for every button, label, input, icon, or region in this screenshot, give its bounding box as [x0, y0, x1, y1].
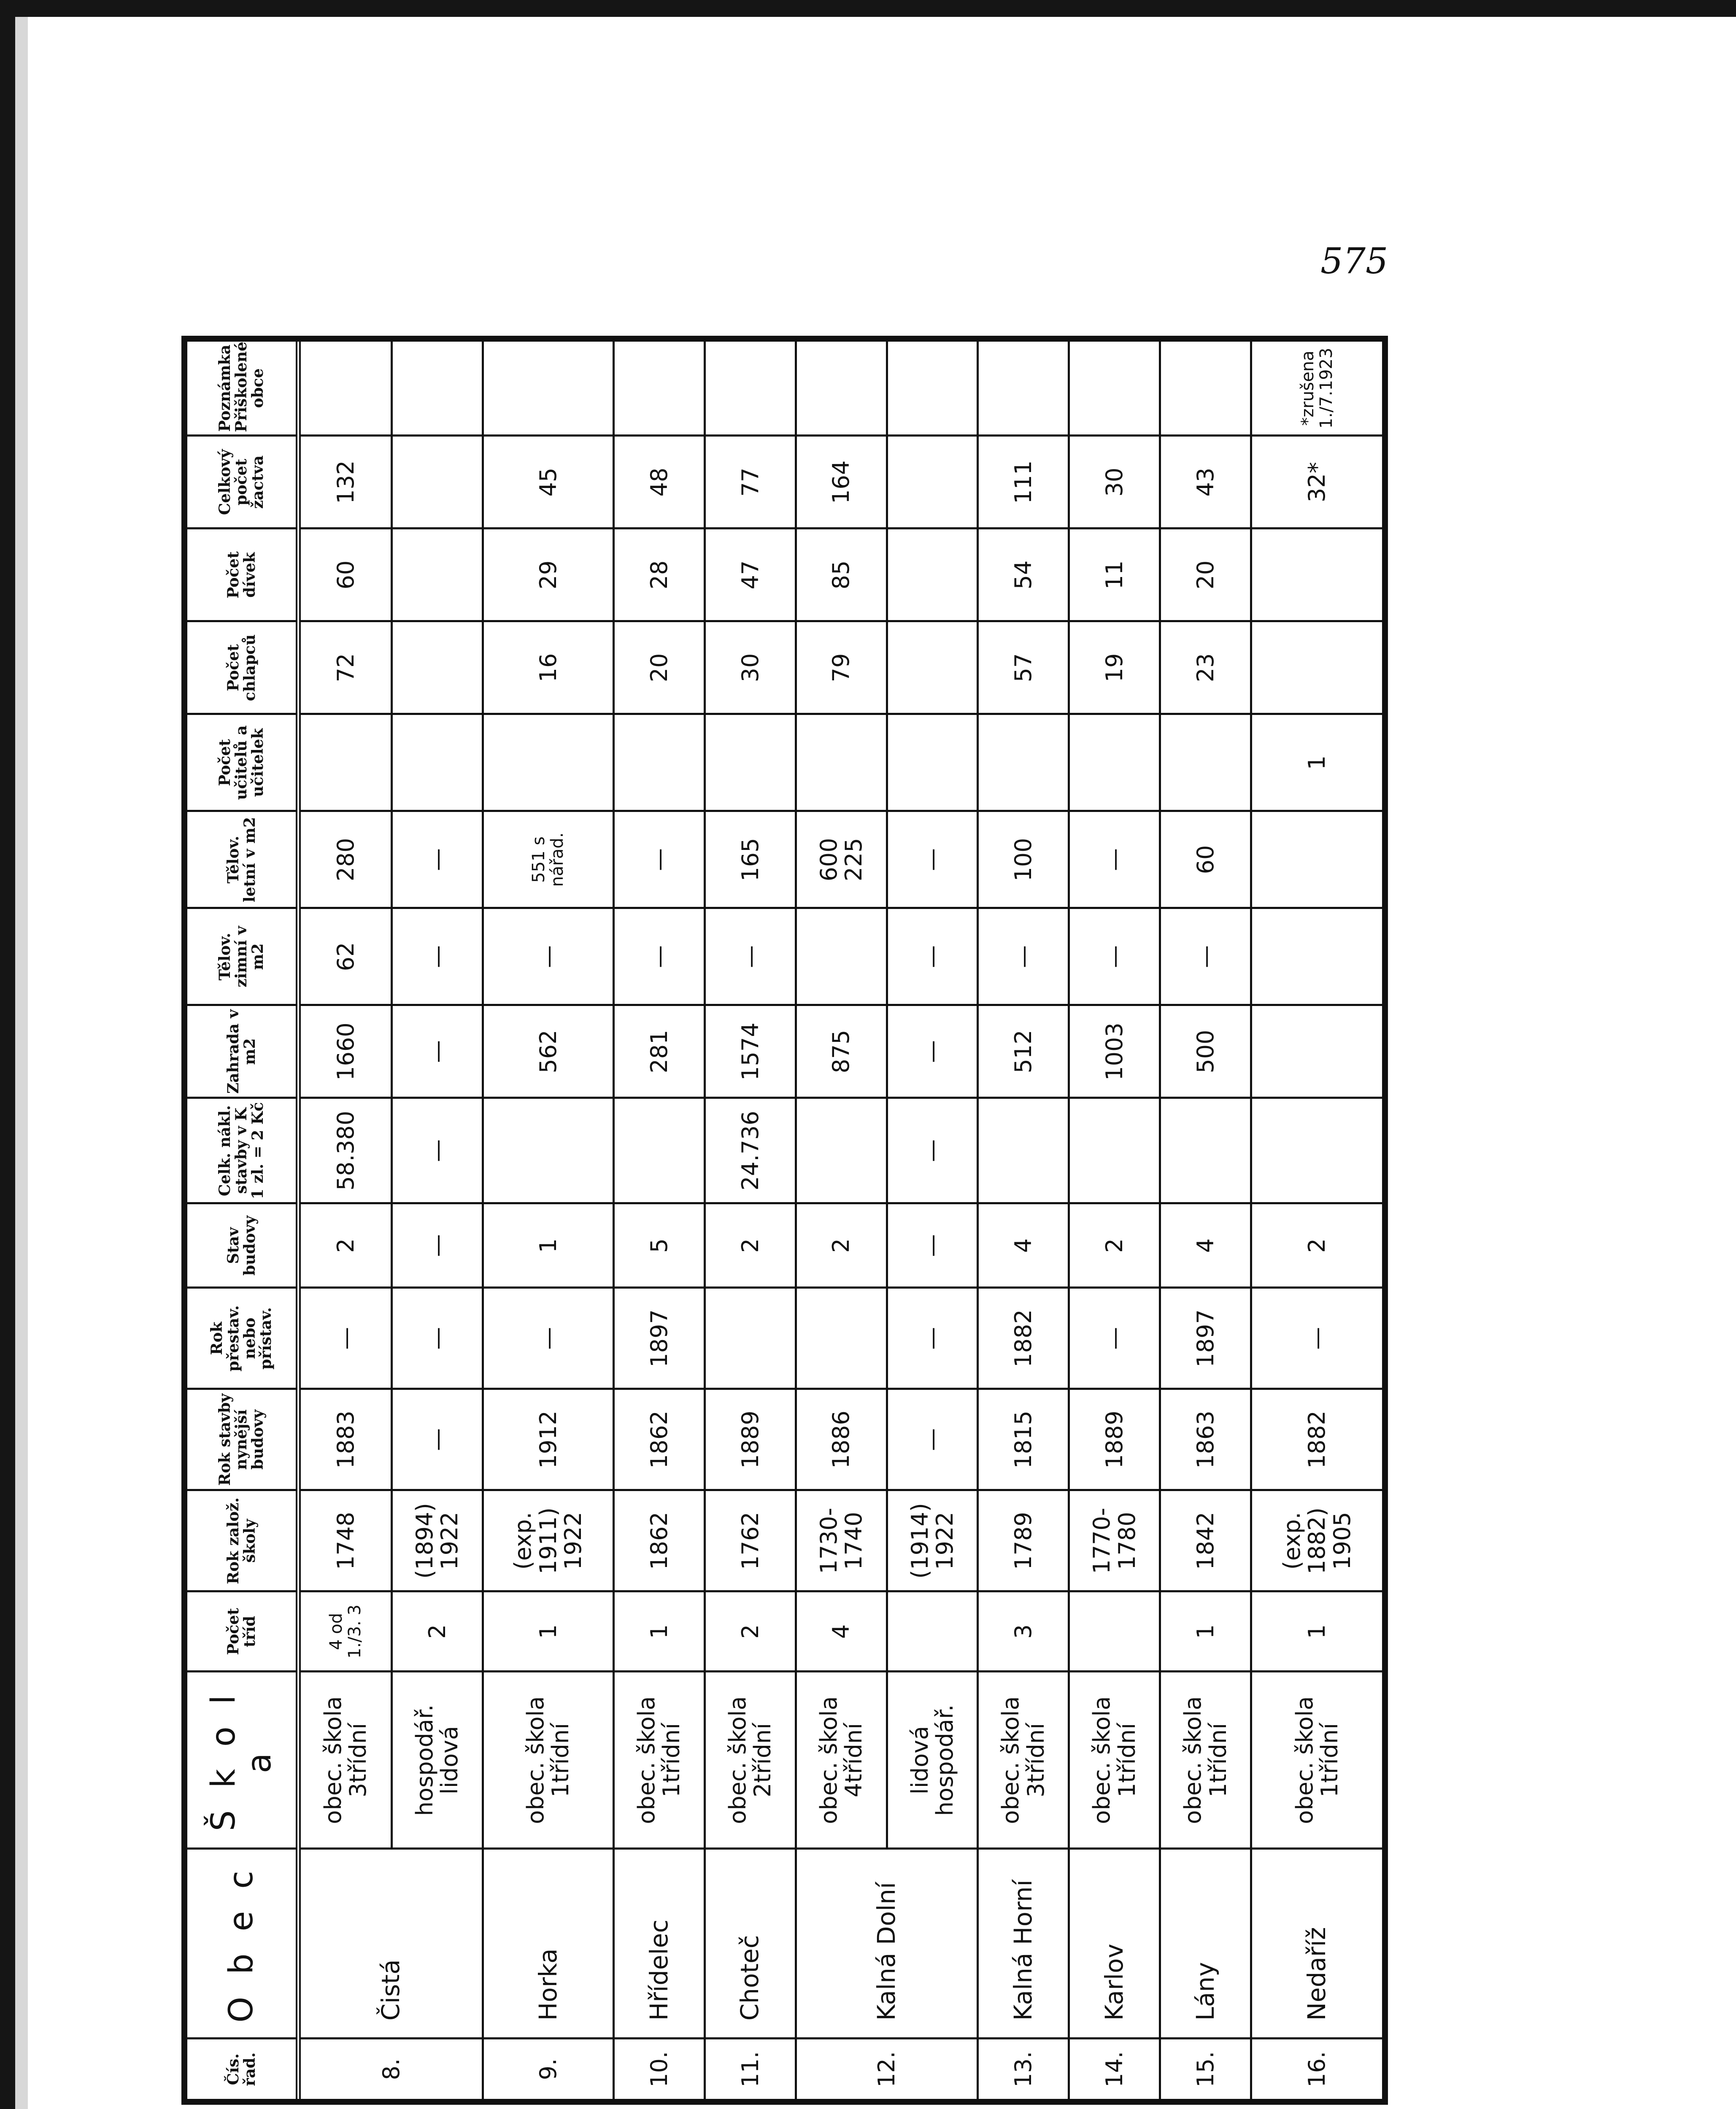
header-telov-letni: Tělov. letní v m2	[184, 811, 298, 908]
cell-trid: 1	[614, 1591, 705, 1672]
cell-ucitelu	[391, 714, 483, 811]
cell-naklad	[483, 1098, 613, 1203]
scan-edge-shadow	[15, 17, 28, 2109]
cell-zimni: —	[1069, 908, 1160, 1005]
cell-naklad	[978, 1098, 1069, 1203]
table-row	[1251, 339, 1385, 2102]
cell-stavby: 1863	[1160, 1389, 1251, 1490]
cell-stavby: —	[887, 1389, 978, 1490]
cell-naklad	[1069, 1098, 1160, 1203]
table-row	[796, 339, 887, 2102]
cell-pozn: *zrušena 1./7.1923	[1251, 339, 1385, 436]
header-rok-prestav: Rok přestav. nebo přístav.	[184, 1288, 298, 1389]
cell-ucitelu	[887, 714, 978, 811]
cell-skola: obec. škola 1třídní	[1160, 1672, 1251, 1849]
cell-stav: 2	[796, 1203, 887, 1288]
cell-divek: 20	[1160, 529, 1251, 621]
table-row	[887, 339, 978, 2102]
cell-zaloz: 1789	[978, 1490, 1069, 1591]
cell-cis: 9.	[483, 2039, 613, 2102]
cell-divek	[1251, 529, 1385, 621]
cell-zimni: —	[887, 908, 978, 1005]
cell-ucitelu	[796, 714, 887, 811]
cell-stav: —	[887, 1203, 978, 1288]
cell-naklad	[1251, 1098, 1385, 1203]
cell-chlapcu	[887, 621, 978, 714]
cell-obec: Čistá	[298, 1849, 483, 2039]
cell-ucitelu	[614, 714, 705, 811]
cell-celkem: 32*	[1251, 436, 1385, 529]
cell-celkem: 77	[705, 436, 796, 529]
cell-zimni	[796, 908, 887, 1005]
cell-zaloz: (1914) 1922	[887, 1490, 978, 1591]
table-frame	[181, 342, 1388, 2105]
cell-skola: obec. škola 4třídní	[796, 1672, 887, 1849]
cell-obec: Hřídelec	[614, 1849, 705, 2039]
cell-zahrada: —	[887, 1005, 978, 1098]
header-poznamka: Poznámka Přiškolené obce	[184, 339, 298, 436]
cell-ucitelu	[978, 714, 1069, 811]
cell-celkem	[887, 436, 978, 529]
cell-pozn	[614, 339, 705, 436]
cell-naklad	[796, 1098, 887, 1203]
cell-stavby: 1882	[1251, 1389, 1385, 1490]
cell-cis: 13.	[978, 2039, 1069, 2102]
cell-skola: lidová hospodář.	[887, 1672, 978, 1849]
cell-prestav: —	[391, 1288, 483, 1389]
cell-stav: 5	[614, 1203, 705, 1288]
cell-naklad: —	[887, 1098, 978, 1203]
cell-zaloz: 1842	[1160, 1490, 1251, 1591]
cell-skola: obec. škola 2třídní	[705, 1672, 796, 1849]
header-rok-stavby: Rok stavby nynější budovy	[184, 1389, 298, 1490]
cell-divek: 54	[978, 529, 1069, 621]
header-telov-zimni: Tělov. zimní v m2	[184, 908, 298, 1005]
cell-trid: 4	[796, 1591, 887, 1672]
cell-cis: 15.	[1160, 2039, 1251, 2102]
cell-trid: 2	[391, 1591, 483, 1672]
cell-cis: 8.	[298, 2039, 483, 2102]
cell-zaloz: 1748	[298, 1490, 391, 1591]
cell-letni: —	[887, 811, 978, 908]
cell-letni: 280	[298, 811, 391, 908]
cell-celkem: 45	[483, 436, 613, 529]
cell-stav: 2	[1069, 1203, 1160, 1288]
cell-trid	[887, 1591, 978, 1672]
table-row	[391, 339, 483, 2102]
cell-cis: 16.	[1251, 2039, 1385, 2102]
header-stav: Stav budovy	[184, 1203, 298, 1288]
cell-divek: 28	[614, 529, 705, 621]
cell-letni: —	[391, 811, 483, 908]
cell-divek: 29	[483, 529, 613, 621]
cell-naklad	[614, 1098, 705, 1203]
header-cis: Čís. řad.	[184, 2039, 298, 2102]
header-pocet-divek: Počet dívek	[184, 529, 298, 621]
cell-pozn	[978, 339, 1069, 436]
cell-obec: Lány	[1160, 1849, 1251, 2039]
cell-stav: 2	[705, 1203, 796, 1288]
cell-celkem: 48	[614, 436, 705, 529]
cell-cis: 10.	[614, 2039, 705, 2102]
header-pocet-chlapcu: Počet chlapců	[184, 621, 298, 714]
cell-stav: 2	[1251, 1203, 1385, 1288]
cell-letni	[1251, 811, 1385, 908]
cell-ucitelu	[298, 714, 391, 811]
cell-zaloz: 1762	[705, 1490, 796, 1591]
cell-cis: 14.	[1069, 2039, 1160, 2102]
cell-letni: 551 s nářad.	[483, 811, 613, 908]
cell-zahrada: 512	[978, 1005, 1069, 1098]
cell-stavby: 1815	[978, 1389, 1069, 1490]
cell-chlapcu: 72	[298, 621, 391, 714]
cell-prestav	[705, 1288, 796, 1389]
scan-edge-top	[0, 0, 1736, 17]
cell-stavby: 1883	[298, 1389, 391, 1490]
header-skola: Š k o l a	[184, 1672, 298, 1849]
cell-celkem	[391, 436, 483, 529]
cell-zaloz: 1770- 1780	[1069, 1490, 1160, 1591]
cell-ucitelu	[705, 714, 796, 811]
cell-zahrada: 500	[1160, 1005, 1251, 1098]
cell-stavby: 1889	[1069, 1389, 1160, 1490]
cell-chlapcu: 30	[705, 621, 796, 714]
table-row	[705, 339, 796, 2102]
cell-zimni: 62	[298, 908, 391, 1005]
cell-letni: 100	[978, 811, 1069, 908]
cell-skola: obec. škola 3třídní	[978, 1672, 1069, 1849]
cell-stavby: 1912	[483, 1389, 613, 1490]
cell-prestav: 1882	[978, 1288, 1069, 1389]
cell-obec: Kalná Dolní	[796, 1849, 978, 2039]
cell-pozn	[705, 339, 796, 436]
cell-trid: 4 od 1./3. 3	[298, 1591, 391, 1672]
cell-zahrada: 1003	[1069, 1005, 1160, 1098]
cell-pozn	[391, 339, 483, 436]
cell-zahrada: 875	[796, 1005, 887, 1098]
cell-trid: 1	[483, 1591, 613, 1672]
cell-trid: 1	[1251, 1591, 1385, 1672]
cell-zaloz: 1862	[614, 1490, 705, 1591]
cell-prestav: —	[1251, 1288, 1385, 1389]
cell-chlapcu: 16	[483, 621, 613, 714]
cell-skola: obec. škola 3třídní	[298, 1672, 391, 1849]
cell-pozn	[298, 339, 391, 436]
cell-skola: hospodář. lidová	[391, 1672, 483, 1849]
table-row	[978, 339, 1069, 2102]
cell-zaloz: (exp. 1882) 1905	[1251, 1490, 1385, 1591]
cell-zahrada	[1251, 1005, 1385, 1098]
cell-letni: —	[1069, 811, 1160, 908]
cell-naklad: 58.380	[298, 1098, 391, 1203]
cell-stavby: —	[391, 1389, 483, 1490]
table-row	[1069, 339, 1160, 2102]
cell-stavby: 1886	[796, 1389, 887, 1490]
cell-divek	[391, 529, 483, 621]
cell-letni: 600 225	[796, 811, 887, 908]
cell-pozn	[1069, 339, 1160, 436]
cell-chlapcu: 57	[978, 621, 1069, 714]
table-row	[614, 339, 705, 2102]
table-row	[483, 339, 613, 2102]
cell-prestav: 1897	[1160, 1288, 1251, 1389]
cell-cis: 11.	[705, 2039, 796, 2102]
cell-stavby: 1862	[614, 1389, 705, 1490]
cell-zaloz: (1894) 1922	[391, 1490, 483, 1591]
cell-celkem: 43	[1160, 436, 1251, 529]
header-pocet-ucitelu: Počet učitelů a učitelek	[184, 714, 298, 811]
cell-stavby: 1889	[705, 1389, 796, 1490]
cell-chlapcu: 20	[614, 621, 705, 714]
cell-zahrada: 1574	[705, 1005, 796, 1098]
cell-divek: 85	[796, 529, 887, 621]
cell-zahrada: —	[391, 1005, 483, 1098]
cell-skola: obec. škola 1třídní	[1069, 1672, 1160, 1849]
cell-trid: 1	[1160, 1591, 1251, 1672]
page-number: 575	[1320, 240, 1388, 282]
cell-zahrada: 1660	[298, 1005, 391, 1098]
cell-divek	[887, 529, 978, 621]
cell-cis: 12.	[796, 2039, 978, 2102]
cell-divek: 47	[705, 529, 796, 621]
cell-stav: 1	[483, 1203, 613, 1288]
cell-chlapcu: 19	[1069, 621, 1160, 714]
cell-letni: 165	[705, 811, 796, 908]
header-obec: O b e c	[184, 1849, 298, 2039]
header-rok-zaloz: Rok založ. školy	[184, 1490, 298, 1591]
cell-prestav: —	[298, 1288, 391, 1389]
cell-chlapcu: 23	[1160, 621, 1251, 714]
table-row	[298, 339, 391, 2102]
cell-prestav: —	[483, 1288, 613, 1389]
cell-prestav: 1897	[614, 1288, 705, 1389]
cell-obec: Horka	[483, 1849, 613, 2039]
cell-divek: 60	[298, 529, 391, 621]
cell-divek: 11	[1069, 529, 1160, 621]
cell-pozn	[887, 339, 978, 436]
cell-zimni: —	[705, 908, 796, 1005]
cell-chlapcu	[1251, 621, 1385, 714]
cell-ucitelu	[1160, 714, 1251, 811]
cell-zimni: —	[614, 908, 705, 1005]
cell-naklad: 24.736	[705, 1098, 796, 1203]
cell-celkem: 111	[978, 436, 1069, 529]
cell-skola: obec. škola 1třídní	[483, 1672, 613, 1849]
cell-obec: Kalná Horní	[978, 1849, 1069, 2039]
rotated-table-wrapper	[181, 342, 1388, 2105]
school-table	[181, 336, 1388, 2105]
cell-obec: Choteč	[705, 1849, 796, 2039]
table-row	[1160, 339, 1251, 2102]
cell-zimni: —	[483, 908, 613, 1005]
cell-letni: —	[614, 811, 705, 908]
header-zahrada: Zahrada v m2	[184, 1005, 298, 1098]
cell-ucitelu: 1	[1251, 714, 1385, 811]
cell-zaloz: 1730- 1740	[796, 1490, 887, 1591]
cell-stav: 4	[1160, 1203, 1251, 1288]
cell-stav: 4	[978, 1203, 1069, 1288]
cell-ucitelu	[483, 714, 613, 811]
header-celk-naklad: Celk. nákl. stavby v K 1 zl. = 2 Kč	[184, 1098, 298, 1203]
cell-celkem: 132	[298, 436, 391, 529]
cell-zimni: —	[391, 908, 483, 1005]
cell-trid: 2	[705, 1591, 796, 1672]
cell-zimni: —	[978, 908, 1069, 1005]
cell-prestav	[796, 1288, 887, 1389]
cell-prestav: —	[887, 1288, 978, 1389]
cell-pozn	[1160, 339, 1251, 436]
scan-edge-left	[0, 0, 15, 2109]
cell-celkem: 30	[1069, 436, 1160, 529]
cell-stav: —	[391, 1203, 483, 1288]
cell-obec: Nedaříž	[1251, 1849, 1385, 2039]
cell-obec: Karlov	[1069, 1849, 1160, 2039]
cell-trid: 3	[978, 1591, 1069, 1672]
cell-pozn	[483, 339, 613, 436]
cell-zaloz: (exp. 1911) 1922	[483, 1490, 613, 1591]
cell-skola: obec. škola 1třídní	[614, 1672, 705, 1849]
header-pocet-trid: Počet tříd	[184, 1591, 298, 1672]
cell-stav: 2	[298, 1203, 391, 1288]
cell-ucitelu	[1069, 714, 1160, 811]
cell-celkem: 164	[796, 436, 887, 529]
cell-prestav: —	[1069, 1288, 1160, 1389]
cell-naklad: —	[391, 1098, 483, 1203]
cell-zahrada: 281	[614, 1005, 705, 1098]
header-row	[184, 339, 298, 2102]
cell-chlapcu: 79	[796, 621, 887, 714]
header-celkovy-pocet: Celkový počet žactva	[184, 436, 298, 529]
cell-zahrada: 562	[483, 1005, 613, 1098]
cell-skola: obec. škola 1třídní	[1251, 1672, 1385, 1849]
cell-naklad	[1160, 1098, 1251, 1203]
cell-pozn	[796, 339, 887, 436]
cell-chlapcu	[391, 621, 483, 714]
cell-trid	[1069, 1591, 1160, 1672]
cell-zimni	[1251, 908, 1385, 1005]
cell-zimni: —	[1160, 908, 1251, 1005]
cell-letni: 60	[1160, 811, 1251, 908]
